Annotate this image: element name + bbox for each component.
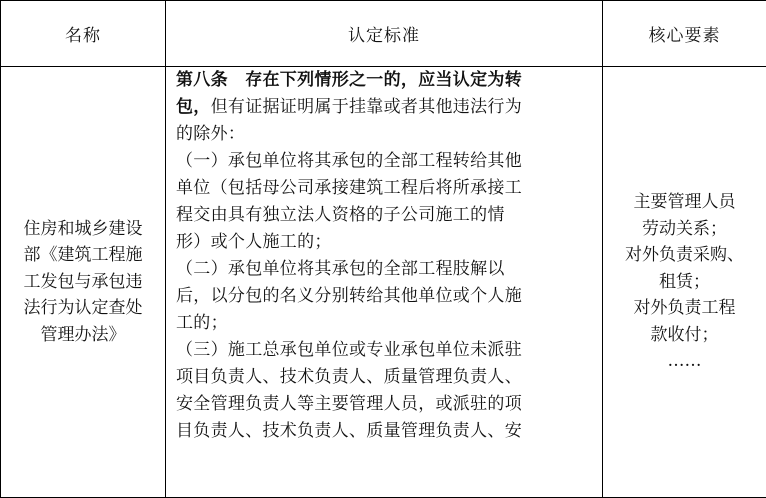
regulation-name-line: 住房和城乡建设 [23, 218, 143, 239]
standard-line: 的除外： [176, 124, 246, 144]
article-heading-tail: 包， [176, 97, 211, 117]
regulation-name-line: 部《建筑工程施 [23, 245, 143, 266]
table-row [1, 67, 766, 498]
standard-line: 工的； [176, 313, 228, 333]
standard-text [176, 67, 596, 498]
standard-line: 程交由具有独立法人资格的子公司施工的情 [176, 205, 505, 225]
core-element-line: 主要管理人员 [633, 192, 736, 213]
core-elements-cell [603, 67, 766, 498]
standard-line [176, 94, 596, 121]
regulation-name-line: 法行为认定查处 [23, 298, 143, 319]
header-standard: 认定标准 [166, 1, 603, 67]
core-element-line: …… [667, 351, 702, 372]
standard-line: （三）施工总承包单位或专业承包单位未派驻 [176, 340, 522, 360]
standard-line: 单位（包括母公司承接建筑工程后将所承接工 [176, 178, 522, 198]
standard-line: 目负责人、技术负责人、质量管理负责人、安 [176, 421, 522, 441]
core-element-line: 劳动关系； [642, 218, 727, 239]
core-element-line: 对外负责采购、 [625, 245, 744, 266]
standard-line: （一）承包单位将其承包的全部工程转给其他 [176, 151, 522, 171]
standard-line: （二）承包单位将其承包的全部工程肢解以 [176, 259, 505, 279]
header-core-elements: 核心要素 [603, 1, 766, 67]
regulation-name-cell [1, 67, 166, 498]
regulation-name-line: 工发包与承包违 [23, 271, 143, 292]
regulation-name-line: 管理办法》 [40, 324, 126, 345]
standard-line: 安全管理负责人等主要管理人员，或派驻的项 [176, 394, 522, 414]
table-header-row [1, 1, 766, 67]
standard-line: 形）或个人施工的； [176, 232, 332, 252]
core-element-line: 租赁； [659, 271, 710, 292]
header-name: 名称 [1, 1, 166, 67]
standard-cell [166, 67, 603, 498]
core-element-line: 款收付； [650, 324, 719, 345]
core-element-line: 对外负责工程 [633, 298, 736, 319]
article-exception: 但有证据证明属于挂靠或者其他违法行为 [210, 97, 523, 117]
standard-line: 项目负责人、技术负责人、质量管理负责人、 [176, 367, 522, 387]
article-heading: 第八条 存在下列情形之一的，应当认定为转 [176, 70, 522, 90]
standard-line: 后，以分包的名义分别转给其他单位或个人施 [176, 286, 522, 306]
